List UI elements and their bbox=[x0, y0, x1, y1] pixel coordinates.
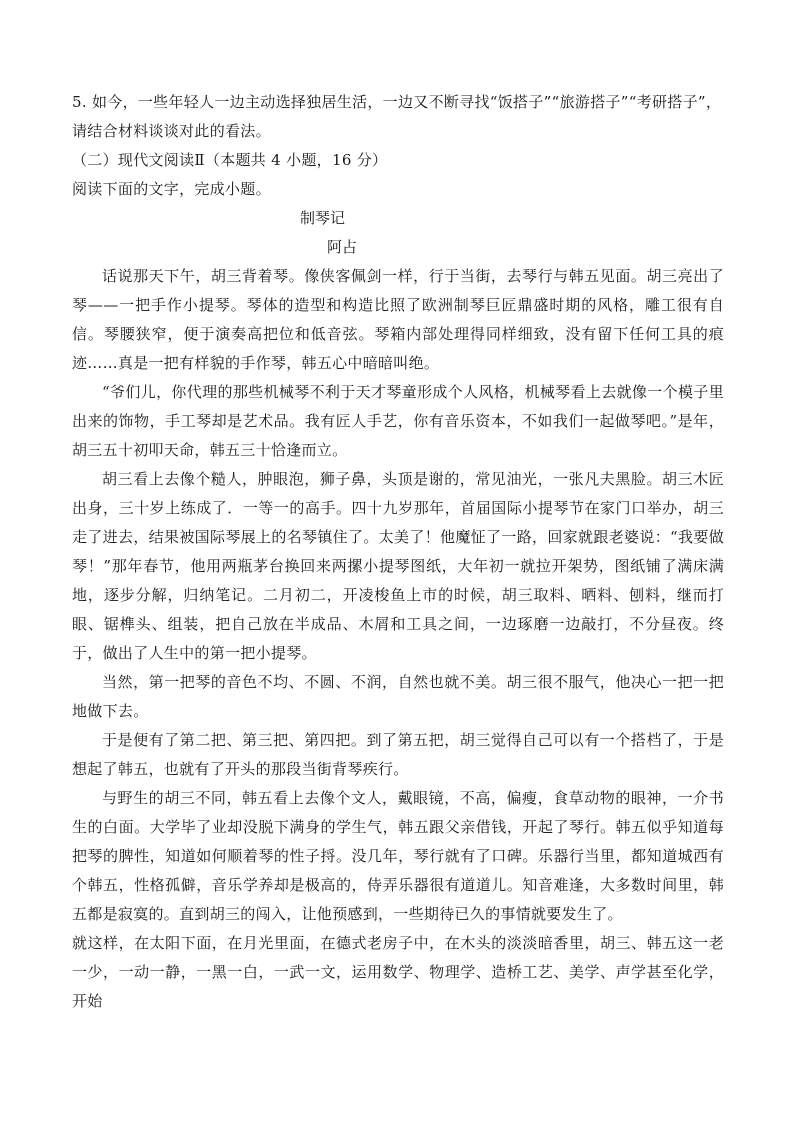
question-5-line-2: 请结合材料谈谈对此的看法。 bbox=[72, 122, 271, 140]
article-paragraph-5: 于是便有了第二把、第三把、第四把。到了第五把，胡三觉得自己可以有一个搭档了，于是想起了韩五，也就有了开头的那段当街背琴疾行。 bbox=[72, 731, 724, 778]
article-paragraph-7: 就这样，在太阳下面，在月光里面，在德式老房子中，在木头的淡淡暗香里，胡三、韩五这一老一少，一动一静，一黑一白，一武一文，运用数学、物理学、造桥工艺、美学、声学甚至化学，开始 bbox=[72, 934, 724, 1010]
article-paragraph-3: 胡三看上去像个糙人，肿眼泡，狮子鼻，头顶是谢的，常见油光，一张凡夫黑脸。胡三木匠出身，三十岁上练成了．一等一的高手。四十九岁那年，首届国际小提琴节在家门口举办，胡三走了进去，结果被国际琴展上的名琴镇住了。太美了！他魔怔了一路，回家就跟老婆说：“我要做琴！”那年春节，他用两瓶茅台换回来两摞小提琴图纸，大年初一就拉开架势，图纸铺了满床满地，逐步分解，归纳笔记。二月初二，开凌梭鱼上市的时候，胡三取料、晒料、刨料，继而打眼、锯榫头、组装，把自己放在半成品、木屑和工具之间，一边琢磨一边敲打，不分昼夜。终于，做出了人生中的第一把小提琴。 bbox=[72, 470, 724, 662]
article-paragraph-6: 与野生的胡三不同，韩五看上去像个文人，戴眼镜，不高，偏瘦，食草动物的眼神，一介书生的白面。大学毕了业却没脱下满身的学生气，韩五跟父亲借钱，开起了琴行。韩五似乎知道每把琴的脾性，知道如何顺着琴的性子捋。没几年，琴行就有了口碑。乐器行当里，都知道城西有个韩五，性格孤僻，音乐学养却是极高的，侍弄乐器很有道道儿。知音难逢，大多数时间里，韩五都是寂寞的。直到胡三的闯入，让他预感到，一些期待已久的事情就要发生了。 bbox=[72, 789, 724, 923]
article-paragraph-1: 话说那天下午，胡三背着琴。像侠客佩剑一样，行于当街，去琴行与韩五见面。胡三亮出了琴——一把手作小提琴。琴体的造型和构造比照了欧洲制琴巨匠鼎盛时期的风格，雕工很有自信。琴腰狭窄，便于演奏高把位和低音弦。琴箱内部处理得同样细致，没有留下任何工具的痕迹……真是一把有样貌的手作琴，韩五心中暗暗叫绝。 bbox=[72, 267, 724, 372]
article-author: 阿占 bbox=[327, 238, 358, 256]
question-5-line-1: 5. 如今，一些年轻人一边主动选择独居生活，一边又不断寻找“饭搭子”“旅游搭子”“考研搭子”， bbox=[72, 93, 722, 111]
reading-instruction: 阅读下面的文字，完成小题。 bbox=[72, 180, 271, 198]
article-paragraph-2: “爷们儿，你代理的那些机械琴不利于天才琴童形成个人风格，机械琴看上去就像一个模子里出来的饰物，手工琴却是艺术品。我有匠人手艺，你有音乐资本，不如我们一起做琴吧。”是年，胡三五十初叩天命，韩五三十恰逢而立。 bbox=[72, 383, 724, 459]
article-title: 制琴记 bbox=[300, 209, 346, 227]
document-page bbox=[72, 88, 724, 1016]
article-paragraph-4: 当然，第一把琴的音色不均、不圆、不润，自然也就不美。胡三很不服气，他决心一把一把地做下去。 bbox=[72, 673, 724, 720]
section-heading: （二）现代文阅读Ⅱ（本题共 4 小题，16 分） bbox=[72, 151, 388, 169]
